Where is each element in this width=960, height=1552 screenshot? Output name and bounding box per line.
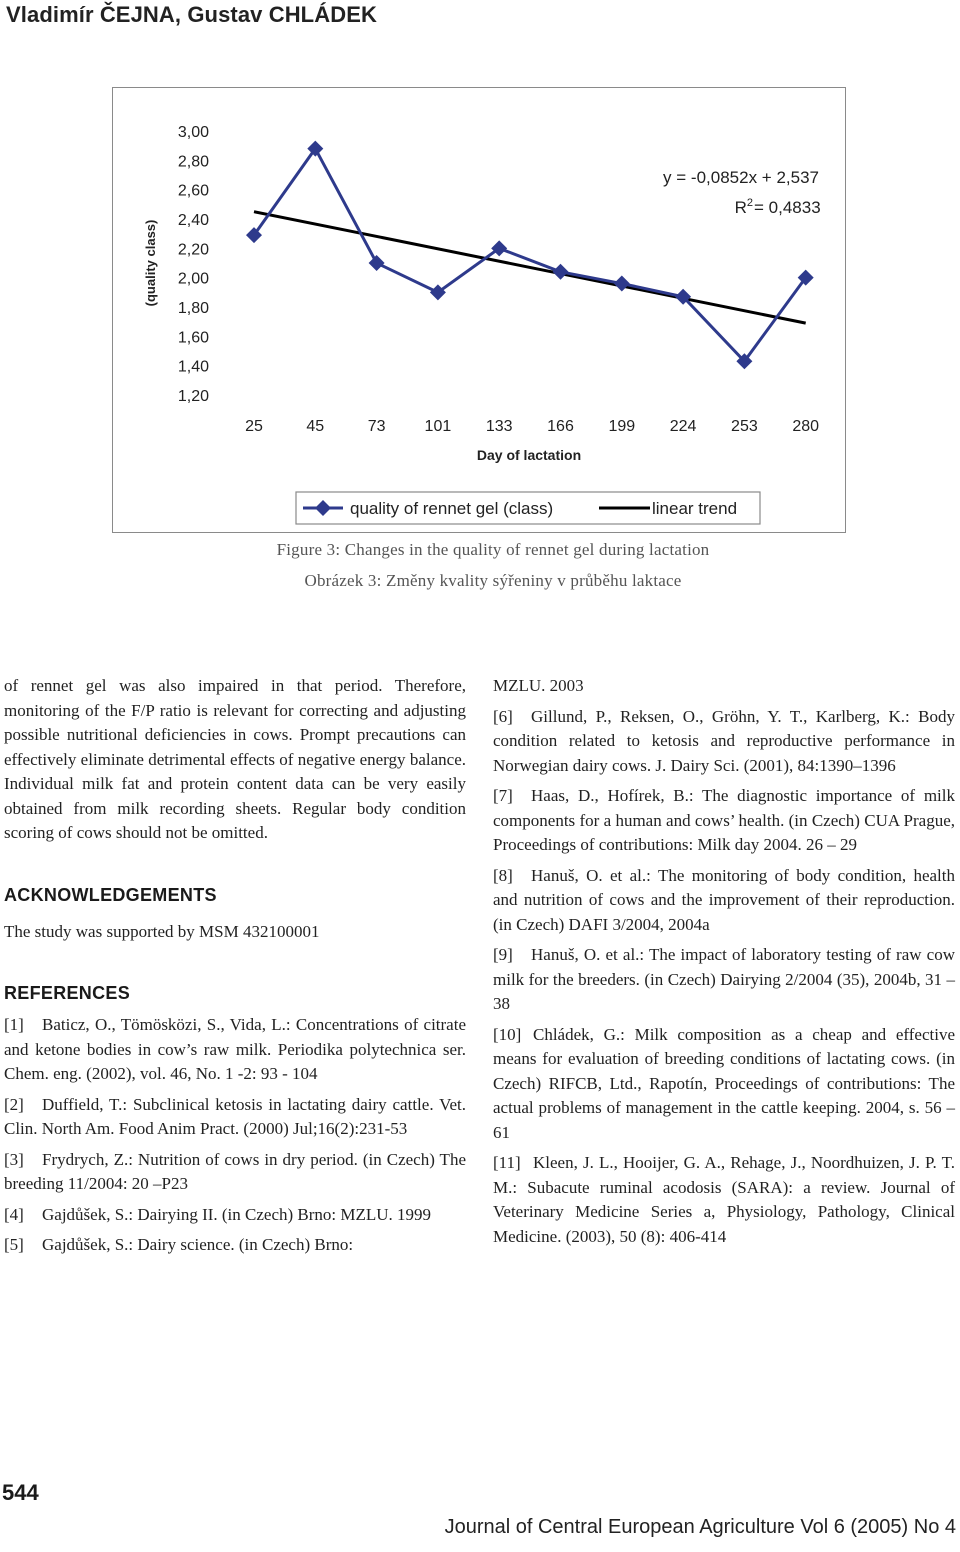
journal-footer: Journal of Central European Agriculture Vol 6 (2005) No 4 bbox=[444, 1516, 956, 1538]
x-tick-label: 25 bbox=[245, 418, 263, 435]
reference-text: Hanuš, O. et al.: The impact of laboratory testing of raw cow milk for the breeders. (in Czech) Dairying 2/2004 (35), 2004b, 31 – 38 bbox=[493, 945, 955, 1013]
reference-text: Haas, D., Hofírek, B.: The diagnostic importance of milk components for a human and cows’ health. (in Czech) CUA Prague, Proceedings of contributions: Milk day 2004. 26 – 29 bbox=[493, 786, 955, 854]
reference-number: [4] bbox=[4, 1204, 24, 1224]
reference-text: Kleen, J. L., Hooijer, G. A., Rehage, J., Noordhuizen, J. P. T. M.: Subacute ruminal acodosis (SARA): a review. Journal of Veterinary Medicine Series a, Physiology, Pathology, Clinical Medicine. (2003), 50 (8): 406-414 bbox=[493, 1153, 955, 1246]
x-tick-label: 45 bbox=[306, 418, 325, 435]
r-squared-value: = 0,4833 bbox=[754, 198, 821, 217]
left-column bbox=[4, 674, 466, 1258]
reference-item bbox=[4, 1148, 466, 1197]
x-tick-label: 280 bbox=[792, 418, 820, 435]
references-right-list bbox=[493, 705, 955, 1250]
reference-continuation: MZLU. 2003 bbox=[493, 676, 584, 695]
reference-number: [3] bbox=[4, 1149, 24, 1169]
data-point bbox=[614, 276, 630, 292]
y-tick-label: 2,20 bbox=[177, 241, 209, 259]
x-tick-label: 101 bbox=[424, 418, 452, 435]
reference-text: Gajdůšek, S.: Dairying II. (in Czech) Brno: MZLU. 1999 bbox=[42, 1204, 432, 1224]
y-tick-label: 2,80 bbox=[177, 153, 209, 171]
trend-r-squared bbox=[735, 197, 753, 217]
figure-3-chart bbox=[112, 87, 846, 533]
reference-item bbox=[493, 943, 955, 1017]
trend-line bbox=[254, 212, 806, 323]
figure-caption-cz: Obrázek 3: Změny kvality sýřeniny v průběhu laktace bbox=[304, 571, 682, 590]
reference-number: [2] bbox=[4, 1094, 24, 1114]
reference-number: [6] bbox=[493, 706, 513, 726]
y-tick-label: 2,00 bbox=[177, 270, 209, 288]
legend-series-label: quality of rennet gel (class) bbox=[350, 499, 554, 518]
y-tick-label: 1,60 bbox=[177, 329, 209, 347]
references-left-list bbox=[4, 1013, 466, 1258]
reference-item bbox=[493, 864, 955, 938]
reference-item bbox=[493, 1151, 955, 1249]
legend-series-marker bbox=[315, 500, 331, 516]
reference-number: [9] bbox=[493, 945, 513, 964]
reference-text: Baticz, O., Tömösközi, S., Vida, L.: Concentrations of citrate and ketone bodies in cow’s raw milk. Periodika polytechnica ser. Chem. eng. (2002), vol. 46, No. 1 -2: 93 - 104 bbox=[4, 1015, 466, 1083]
reference-item bbox=[4, 1013, 466, 1087]
x-tick-label: 253 bbox=[731, 418, 758, 435]
reference-item bbox=[493, 784, 955, 858]
y-axis-label: (quality class) bbox=[143, 219, 158, 307]
reference-number: [11] bbox=[493, 1153, 521, 1172]
right-column bbox=[493, 674, 955, 1249]
y-tick-label: 2,40 bbox=[177, 212, 209, 229]
trend-equation: y = -0,0852x + 2,537 bbox=[663, 168, 819, 187]
reference-number: [7] bbox=[493, 786, 513, 805]
references-heading: REFERENCES bbox=[4, 982, 131, 1003]
y-tick-label: 2,60 bbox=[177, 182, 209, 200]
x-tick-label: 224 bbox=[669, 418, 697, 435]
chart-svg bbox=[113, 88, 847, 534]
y-tick-label: 3,00 bbox=[177, 124, 209, 141]
reference-number: [8] bbox=[493, 865, 513, 885]
reference-number: [5] bbox=[4, 1235, 24, 1254]
x-tick-label: 199 bbox=[608, 418, 636, 435]
reference-item bbox=[493, 705, 955, 779]
x-tick-label: 73 bbox=[367, 418, 386, 435]
x-tick-label: 133 bbox=[485, 418, 513, 435]
r-squared-superscript: 2 bbox=[746, 197, 753, 209]
running-header-authors: Vladimír ČEJNA, Gustav CHLÁDEK bbox=[6, 2, 377, 27]
y-tick-label: 1,20 bbox=[177, 388, 209, 405]
acknowledgements-heading: ACKNOWLEDGEMENTS bbox=[4, 884, 217, 905]
x-tick-label: 166 bbox=[547, 418, 574, 435]
reference-text: Frydrych, Z.: Nutrition of cows in dry period. (in Czech) The breeding 11/2004: 20 –P23 bbox=[4, 1149, 466, 1193]
figure-caption-en: Figure 3: Changes in the quality of rennet gel during lactation bbox=[276, 540, 710, 559]
acknowledgements-text: The study was supported by MSM 432100001 bbox=[4, 922, 320, 941]
reference-text: Hanuš, O. et al.: The monitoring of body condition, health and nutrition of cows and the improvement of their reproduction. (in Czech) DAFI 3/2004, 2004a bbox=[493, 865, 955, 934]
reference-text: Gillund, P., Reksen, O., Gröhn, Y. T., Karlberg, K.: Body condition related to ketosis and reproductive performance in Norwegian dairy cows. J. Dairy Sci. (2001), 84:1390–1396 bbox=[493, 706, 955, 775]
legend-trend-label: linear trend bbox=[652, 499, 738, 518]
page-number: 544 bbox=[2, 1480, 39, 1505]
reference-text: Gajdůšek, S.: Dairy science. (in Czech) Brno: bbox=[42, 1235, 354, 1254]
reference-text: Duffield, T.: Subclinical ketosis in lactating dairy cattle. Vet. Clin. North Am. Food Anim Pract. (2000) Jul;16(2):231-53 bbox=[4, 1094, 466, 1138]
r-squared-symbol: R bbox=[734, 198, 747, 217]
x-axis-label: Day of lactation bbox=[476, 447, 582, 463]
reference-item bbox=[4, 1233, 466, 1258]
reference-text: Chládek, G.: Milk composition as a cheap and effective means for evaluation of breeding conditions of lactating cows. (in Czech) RIFCB, Ltd., Rapotín, Proceedings of contributions: The actual problems of management in the cattle keeping. 2004, s. 56 – 61 bbox=[493, 1024, 955, 1142]
data-point bbox=[553, 264, 569, 280]
body-paragraph: of rennet gel was also impaired in that period. Therefore, monitoring of the F/P ratio is relevant for correcting and adjusting possible nutritional deficiencies in cows. Prompt precautions can effectively eliminate detrimental effects of negative energy balance. Individual milk fat and protein content data can be very easily obtained from milk recording sheets. Regular body condition scoring of cows should not be omitted. bbox=[4, 676, 466, 842]
y-tick-label: 1,40 bbox=[177, 358, 209, 376]
reference-item bbox=[493, 1023, 955, 1146]
reference-item bbox=[4, 1203, 466, 1228]
reference-number: [1] bbox=[4, 1015, 24, 1034]
data-point bbox=[369, 255, 385, 271]
y-tick-label: 1,80 bbox=[177, 300, 209, 317]
reference-item bbox=[4, 1093, 466, 1142]
reference-number: [10] bbox=[493, 1024, 522, 1044]
